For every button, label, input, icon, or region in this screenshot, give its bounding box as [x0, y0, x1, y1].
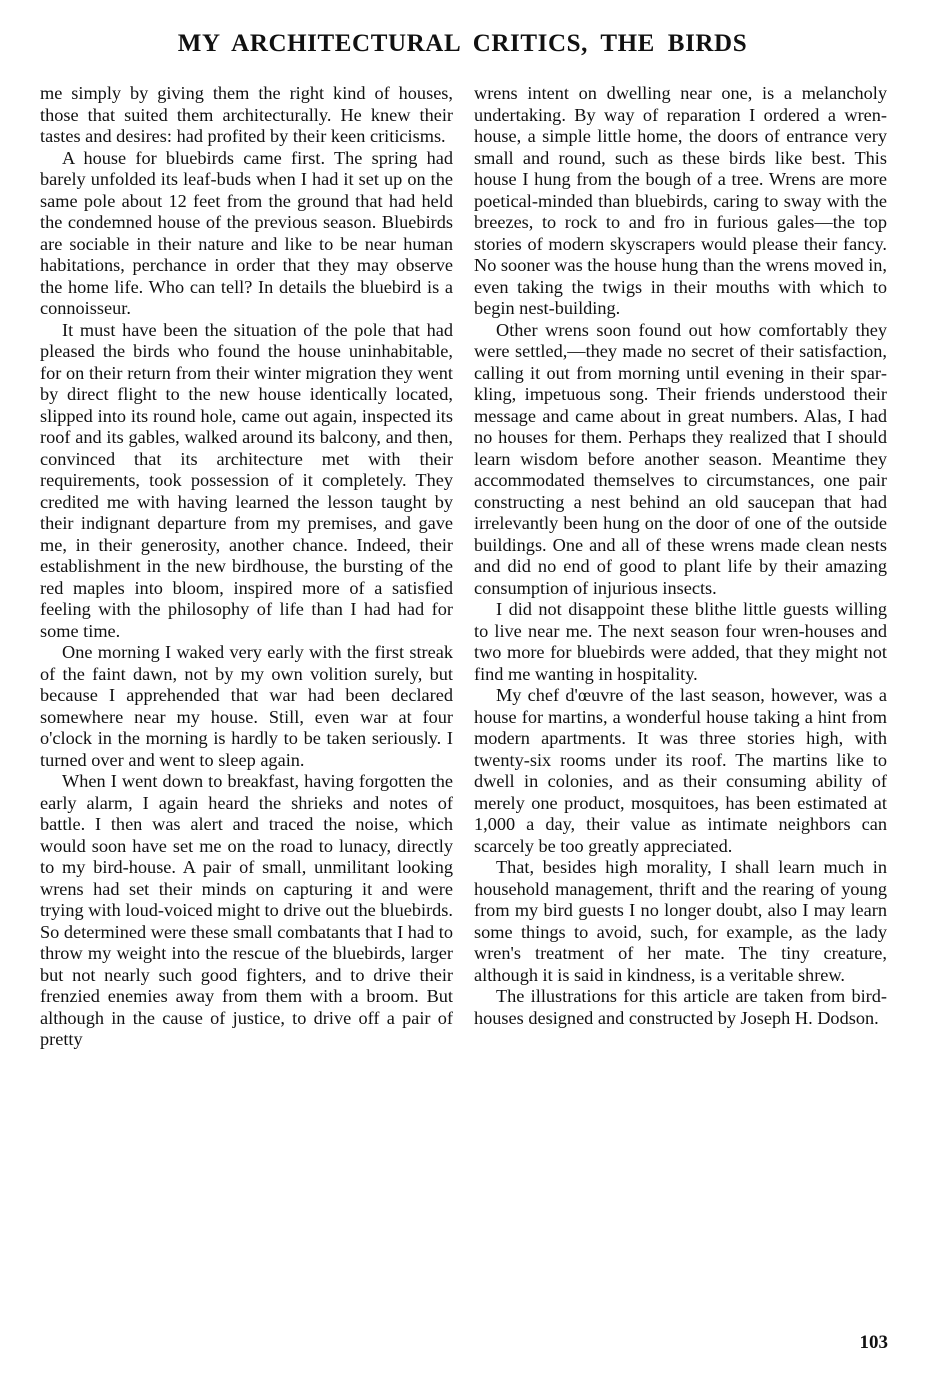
paragraph: A house for bluebirds came first. The spring had barely unfolded its leaf-buds when I had it set up on the same pole about 12 feet from the ground that had held the condemned house of the previous season. Bluebirds are sociable in their nature and like to be near human habitations, perchance in order that they may observe the home life. Who can tell? In details the bluebird is a connoisseur. — [40, 147, 453, 318]
paragraph: That, besides high morality, I shall learn much in household management, thrift and the rearing of young from my bird guests I no longer doubt, also I may learn some things to avoid, such, for example, as the lady wren's treatment of her mate. The tiny creature, although it is said in kindness, is a veritable shrew. — [474, 857, 887, 985]
paragraph: Other wrens soon found out how comfortably they were settled,—they made no secret of their satisfaction, calling it out from morning until evening in their sparkling, impetuous song. Their friends understood their message and came about in great numbers. Alas, I had no houses for them. Perhaps they realized that I should learn wisdom before another season. Meantime they accommodated themselves to circumstances, one pair constructing a nest behind an old saucepan that had irrelevantly been hung on the door of one of the outside buildings. One and all of these wrens made clean nests and did no end of good to plant life by their amazing consumption of injurious insects. — [474, 319, 887, 598]
paragraph: It must have been the situation of the pole that had pleased the birds who found the house uninhabitable, for on their return from their winter migration they went by direct flight to the new house identically located, slipped into its round hole, came out again, inspected its roof and its gables, walked around its balcony, and then, convinced that its architecture met with their requirements, took possession of it completely. They credited me with having learned the lesson taught by their indignant departure from my premises, and gave me, in their generosity, another chance. Indeed, their establishment in the new birdhouse, the bursting of the red maples into bloom, inspired more of a satisfied feeling with the philosophy of life than I had had for some time. — [40, 319, 453, 641]
page-number: 103 — [859, 1332, 888, 1353]
running-head-title: MY ARCHITECTURAL CRITICS, THE BIRDS — [177, 30, 748, 57]
paragraph: The illustrations for this article are taken from bird-houses designed and constructed by Joseph H. Dodson. — [474, 986, 887, 1028]
paragraph: me simply by giving them the right kind of houses, those that suited them architecturally. He knew their tastes and desires: had profited by their keen criticisms. — [40, 83, 453, 146]
paragraph: My chef d'œuvre of the last season, however, was a house for martins, a wonderful house taking a hint from modern apartments. It was three stories high, with twenty-six rooms under its roof. The martins like to dwell in colonies, and as their consuming ability of merely one product, mosquitoes, has been estimated at 1,000 a day, their value as intimate neighbors can scarcely be too greatly appreciated. — [474, 685, 887, 856]
left-column — [40, 83, 453, 1051]
paragraph: wrens intent on dwelling near one, is a melancholy undertaking. By way of reparation I ordered a wren-house, a simple little home, the doors of entrance very small and round, such as these birds like best. This house I hung from the bough of a tree. Wrens are more poetical-minded than bluebirds, caring to sway with the breezes, to rock to and fro in furious gales—the top stories of modern skyscrapers would please their fancy. No sooner was the house hung than the wrens moved in, even taking the twigs in their mouths with which to begin nest-building. — [474, 83, 887, 318]
paragraph: One morning I waked very early with the first streak of the faint dawn, not by my own volition surely, but because I apprehended that war had been declared somewhere near my house. Still, even war at four o'clock in the morning is hardly to be taken seriously. I turned over and went to sleep again. — [40, 642, 453, 770]
right-column — [474, 83, 887, 1029]
paragraph: I did not disappoint these blithe little guests willing to live near me. The next season four wren-houses and two more for bluebirds were added, that they might not find me wanting in hospitality. — [474, 599, 887, 684]
paragraph: When I went down to breakfast, having forgotten the early alarm, I again heard the shrieks and notes of battle. I then was alert and traced the noise, which would soon have set me on the road to lunacy, directly to my bird-house. A pair of small, unmilitant looking wrens had set their minds on capturing it and were trying with loud-voiced might to drive out the bluebirds. So determined were these small combatants that I had to throw my weight into the rescue of the bluebirds, larger but not nearly such good fighters, and to drive their frenzied enemies away from them with a broom. But although in the cause of justice, to drive off a pair of pretty — [40, 771, 453, 1049]
